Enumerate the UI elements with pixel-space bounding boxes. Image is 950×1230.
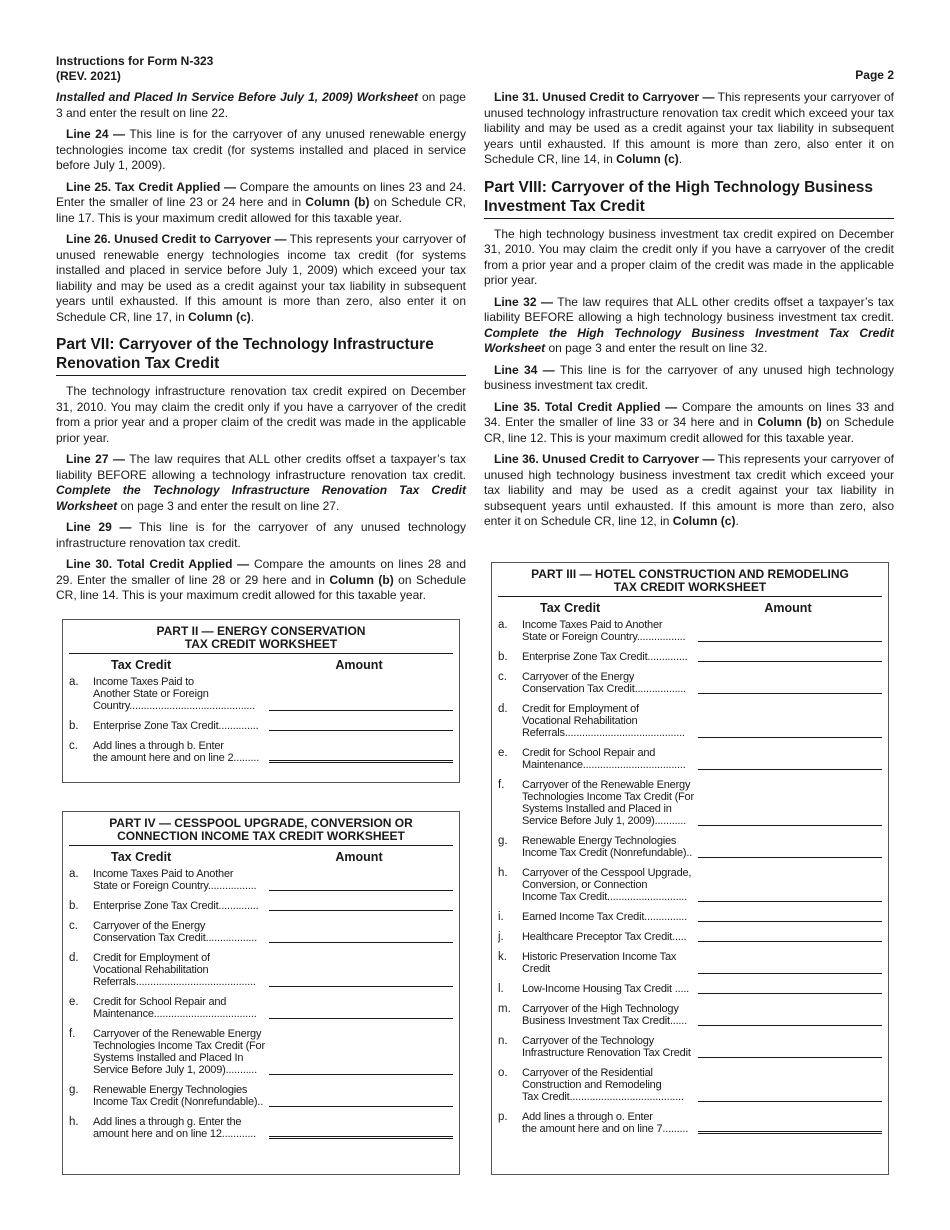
total-amount-field[interactable]	[698, 1121, 882, 1134]
row-description	[522, 1003, 694, 1027]
row-description-line: Conversion, or Connection	[522, 879, 648, 891]
column-header-tax-credit: Tax Credit	[111, 658, 172, 672]
row-description-line: Enterprise Zone Tax Credit..............	[93, 720, 259, 732]
row-description-line: the amount here and on line 7.........	[522, 1123, 689, 1135]
worksheet-title-line: TAX CREDIT WORKSHEET	[184, 637, 338, 651]
row-description	[93, 676, 265, 712]
row-letter: a.	[69, 676, 79, 688]
worksheet-row	[498, 779, 882, 827]
row-description-line: Carryover of the Technology	[522, 1035, 654, 1047]
row-description-line: Construction and Remodeling	[522, 1079, 662, 1091]
worksheet-column-headers	[498, 597, 882, 619]
row-description	[522, 1035, 694, 1059]
row-letter: l.	[498, 983, 504, 995]
paragraph-line-27: Line 27 — The law requires that ALL other credits offset a taxpayer’s tax liability BEFORE allowing a technology infrastructure renovation tax credit. Complete the Technology Infrastructure Renovation Tax Credit Worksheet on page 3 and enter the result on line 27.	[56, 452, 466, 513]
worksheet-row	[69, 740, 453, 764]
worksheet-row	[498, 931, 882, 943]
paragraph-line-30: Line 30. Total Credit Applied — Compare the amounts on lines 28 and 29. Enter the smaller of line 28 or 29 here and in Column (b) on Schedule CR, line 14. This is your maximum credit allowed for this taxable year.	[56, 557, 467, 602]
row-description-line: Carryover of the Renewable Energy	[93, 1028, 262, 1040]
row-description-line: the amount here and on line 2.........	[93, 752, 260, 764]
row-description	[522, 1111, 694, 1135]
amount-field[interactable]	[698, 847, 882, 858]
amount-field[interactable]	[698, 631, 882, 642]
row-description-line: Carryover of the Energy	[522, 671, 635, 683]
row-description	[522, 779, 694, 827]
row-description	[522, 911, 694, 923]
row-letter: p.	[498, 1111, 508, 1123]
row-description-line: Historic Preservation Income Tax Credit	[522, 951, 677, 975]
row-description-line: Tax Credit........................................	[522, 1091, 684, 1103]
row-description-line: amount here and on line 12............	[93, 1128, 257, 1140]
heading-part-8: Part VIII: Carryover of the High Technology Business Investment Tax Credit	[484, 178, 894, 219]
row-description-line: Income Taxes Paid to	[93, 676, 194, 688]
worksheet-row	[498, 1067, 882, 1103]
row-description	[522, 619, 694, 643]
row-description	[93, 1116, 265, 1140]
row-letter: f.	[498, 779, 505, 791]
worksheet-row	[69, 1028, 453, 1076]
row-description	[93, 1028, 265, 1076]
row-letter: o.	[498, 1067, 508, 1079]
column-header-amount: Amount	[764, 601, 812, 615]
row-letter: j.	[498, 931, 504, 943]
page-number: Page 2	[855, 68, 894, 82]
row-description-line: Income Taxes Paid to Another	[93, 868, 234, 880]
paragraph-line-29: Line 29 — This line is for the carryover of any unused technology infrastructure renovation tax credit.	[56, 520, 466, 550]
row-letter: g.	[69, 1084, 79, 1096]
row-letter: i.	[498, 911, 504, 923]
paragraph-line-34: Line 34 — This line is for the carryover of any unused high technology business investment tax credit.	[484, 362, 895, 392]
amount-field[interactable]	[269, 700, 453, 711]
form-header	[56, 54, 213, 84]
row-letter: b.	[69, 900, 79, 912]
row-description-line: Carryover of the High Technology	[522, 1003, 679, 1015]
total-amount-field[interactable]	[269, 1126, 453, 1139]
worksheet-row	[498, 911, 882, 923]
row-description-line: Conservation Tax Credit..................	[522, 683, 686, 695]
row-description	[522, 931, 694, 943]
worksheet-row	[69, 952, 453, 988]
row-description-line: Income Taxes Paid to Another	[522, 619, 663, 631]
worksheet-body	[498, 596, 882, 1135]
row-letter: b.	[498, 651, 508, 663]
amount-field[interactable]	[269, 1008, 453, 1019]
worksheet-row	[69, 1084, 453, 1108]
worksheet-title-line: PART II — ENERGY CONSERVATION	[156, 624, 366, 638]
column-header-tax-credit: Tax Credit	[540, 601, 601, 615]
row-description	[522, 1067, 694, 1103]
worksheet-row	[69, 996, 453, 1020]
right-column	[484, 90, 894, 536]
amount-field[interactable]	[698, 931, 882, 942]
row-description-line: Country............................................	[93, 700, 255, 712]
paragraph-line-24: Line 24 — This line is for the carryover of any unused renewable energy technologies income tax credit (for systems installed and placed in service before July 1, 2009).	[56, 127, 466, 172]
row-description-line: Carryover of the Residential	[522, 1067, 653, 1079]
worksheet-row	[498, 747, 882, 771]
row-description-line: Infrastructure Renovation Tax Credit	[522, 1047, 691, 1059]
amount-field[interactable]	[698, 815, 882, 826]
row-letter: b.	[69, 720, 79, 732]
amount-field[interactable]	[698, 1047, 882, 1058]
row-description-line: Carryover of the Energy	[93, 920, 206, 932]
row-description-line: Renewable Energy Technologies	[93, 1084, 248, 1096]
amount-field[interactable]	[269, 976, 453, 987]
row-description	[93, 1084, 265, 1108]
amount-field[interactable]	[698, 1091, 882, 1102]
amount-field[interactable]	[269, 932, 453, 943]
row-letter: m.	[498, 1003, 511, 1015]
row-description	[522, 835, 694, 859]
row-description-line: Another State or Foreign	[93, 688, 209, 700]
worksheet-title	[63, 620, 459, 651]
heading-part-7: Part VII: Carryover of the Technology Infrastructure Renovation Tax Credit	[56, 335, 466, 376]
left-column	[56, 90, 466, 610]
amount-field[interactable]	[698, 963, 882, 974]
amount-field[interactable]	[269, 880, 453, 891]
worksheet-row	[498, 671, 882, 695]
worksheet-row	[69, 720, 453, 732]
worksheet-title-line: PART IV — CESSPOOL UPGRADE, CONVERSION OR	[109, 816, 413, 830]
row-description-line: Healthcare Preceptor Tax Credit.....	[522, 931, 687, 943]
worksheet-row	[498, 619, 882, 643]
row-letter: c.	[498, 671, 507, 683]
worksheet-row	[69, 900, 453, 912]
amount-field[interactable]	[698, 651, 882, 662]
worksheet-row	[69, 920, 453, 944]
paragraph-part-8-intro: The high technology business investment tax credit expired on December 31, 2010. You may claim the credit only if you have a carryover of the credit from a prior year and a proper claim of the credit was made in the applicable prior year.	[484, 226, 894, 287]
row-letter: h.	[69, 1116, 79, 1128]
row-description	[522, 983, 694, 995]
worksheet-body	[69, 845, 453, 1140]
row-description-line: Add lines a through b. Enter	[93, 740, 224, 752]
row-description-line: Credit for Employment of	[93, 952, 210, 964]
amount-field[interactable]	[269, 720, 453, 731]
row-description-line: Carryover of the Cesspool Upgrade,	[522, 867, 692, 879]
worksheet-part-2	[62, 619, 460, 783]
row-description-line: Business Investment Tax Credit......	[522, 1015, 688, 1027]
worksheet-title	[63, 812, 459, 843]
worksheet-title-line: CONNECTION INCOME TAX CREDIT WORKSHEET	[117, 829, 405, 843]
worksheet-row	[498, 983, 882, 995]
worksheet-row	[498, 1003, 882, 1027]
row-letter: c.	[69, 740, 78, 752]
row-letter: a.	[69, 868, 79, 880]
form-revision: (REV. 2021)	[56, 69, 121, 83]
row-description-line: Vocational Rehabilitation	[522, 715, 638, 727]
paragraph-line-35: Line 35. Total Credit Applied — Compare the amounts on lines 33 and 34. Enter the smaller of line 33 or 34 here and in Column (b) on Schedule CR, line 12. This is your maximum credit allowed for this taxable year.	[484, 399, 895, 445]
worksheet-row	[69, 676, 453, 712]
row-description	[522, 651, 694, 663]
row-description-line: Maintenance....................................	[93, 1008, 257, 1020]
column-header-amount: Amount	[335, 850, 383, 864]
row-description-line: Income Tax Credit (Nonrefundable)..	[93, 1096, 264, 1108]
amount-field[interactable]	[269, 900, 453, 911]
row-description-line: Systems Installed and Placed In	[93, 1052, 244, 1064]
worksheet-title-line: PART III — HOTEL CONSTRUCTION AND REMODELING	[531, 567, 849, 581]
row-description	[93, 920, 265, 944]
amount-field[interactable]	[698, 911, 882, 922]
row-description-line: Referrals..........................................	[93, 976, 256, 988]
worksheet-body	[69, 653, 453, 764]
row-description	[93, 740, 265, 764]
worksheet-row	[498, 703, 882, 739]
amount-field[interactable]	[698, 983, 882, 994]
row-description-line: Enterprise Zone Tax Credit..............	[93, 900, 259, 912]
worksheet-title-line: TAX CREDIT WORKSHEET	[613, 580, 767, 594]
column-header-tax-credit: Tax Credit	[111, 850, 172, 864]
row-letter: g.	[498, 835, 508, 847]
row-description-line: Income Tax Credit (Nonrefundable)..	[522, 847, 693, 859]
row-description	[522, 867, 694, 903]
paragraph-line-32: Line 32 — The law requires that ALL other credits offset a taxpayer’s tax liability BEFORE allowing a high technology business investment tax credit. Complete the High Technology Business Investment Tax Credit Worksheet on page 3 and enter the result on line 32.	[484, 294, 894, 355]
row-letter: a.	[498, 619, 508, 631]
row-description	[93, 720, 265, 732]
paragraph-continued: Installed and Placed In Service Before July 1, 2009) Worksheet on page 3 and enter the result on line 22.	[56, 90, 466, 120]
paragraph-line-36: Line 36. Unused Credit to Carryover — This represents your carryover of unused high technology business investment tax credit which exceed your tax liability and may be used as a credit against your tax liability in subsequent years until exhausted. If this amount is more than zero, also enter it on Schedule CR, line 12, in Column (c).	[484, 452, 894, 528]
amount-field[interactable]	[698, 683, 882, 694]
row-description-line: Credit for School Repair and	[522, 747, 656, 759]
worksheet-row	[498, 867, 882, 903]
row-description	[93, 996, 265, 1020]
row-description	[522, 951, 694, 975]
row-letter: e.	[69, 996, 79, 1008]
row-description-line: Technologies Income Tax Credit (For	[522, 791, 694, 803]
row-letter: f.	[69, 1028, 76, 1040]
row-description	[93, 900, 265, 912]
paragraph-line-26: Line 26. Unused Credit to Carryover — This represents your carryover of unused renewable energy technologies income tax credit (for systems installed and placed in service before July 1, 2009) which exceed your tax liability and may be used as a credit against your tax liability in subsequent years until exhausted. If this amount is more than zero, also enter it on Schedule CR, line 17, in Column (c).	[56, 232, 466, 324]
row-letter: h.	[498, 867, 508, 879]
worksheet-title	[492, 563, 888, 594]
worksheet-column-headers	[69, 654, 453, 676]
row-description-line: Vocational Rehabilitation	[93, 964, 209, 976]
row-description-line: State or Foreign Country.................	[93, 880, 257, 892]
amount-field[interactable]	[698, 727, 882, 738]
form-title: Instructions for Form N-323	[56, 54, 214, 68]
amount-field[interactable]	[269, 1064, 453, 1075]
worksheet-part-4	[62, 811, 460, 1175]
worksheet-row	[498, 1035, 882, 1059]
row-description-line: Earned Income Tax Credit...............	[522, 911, 688, 923]
row-description-line: Systems Installed and Placed in	[522, 803, 672, 815]
row-letter: d.	[69, 952, 79, 964]
row-description	[93, 952, 265, 988]
row-description-line: Service Before July 1, 2009)...........	[522, 815, 686, 827]
paragraph-line-31: Line 31. Unused Credit to Carryover — This represents your carryover of unused technology infrastructure renovation tax credit which exceed your tax liability and may be used as a credit against your tax liability in subsequent years until exhausted. If this amount is more than zero, also enter it on Schedule CR, line 14, in Column (c).	[484, 90, 894, 166]
row-description-line: Carryover of the Renewable Energy	[522, 779, 691, 791]
total-amount-field[interactable]	[269, 750, 453, 763]
column-header-amount: Amount	[335, 658, 383, 672]
worksheet-part-3	[491, 562, 889, 1175]
row-description-line: Referrals..........................................	[522, 727, 685, 739]
row-letter: d.	[498, 703, 508, 715]
row-description-line: Conservation Tax Credit..................	[93, 932, 257, 944]
row-description-line: Income Tax Credit............................	[522, 891, 688, 903]
row-description	[93, 868, 265, 892]
row-letter: c.	[69, 920, 78, 932]
paragraph-line-25: Line 25. Tax Credit Applied — Compare the amounts on lines 23 and 24. Enter the smaller of line 23 or 24 here and in Column (b) on Schedule CR, line 17. This is your maximum credit allowed for this taxable year.	[56, 179, 467, 225]
worksheet-row	[498, 651, 882, 663]
row-description-line: Technologies Income Tax Credit (For	[93, 1040, 265, 1052]
amount-field[interactable]	[698, 1015, 882, 1026]
row-description	[522, 671, 694, 695]
row-letter: n.	[498, 1035, 508, 1047]
worksheet-row	[498, 1111, 882, 1135]
row-description-line: Credit for School Repair and	[93, 996, 227, 1008]
worksheet-row	[69, 1116, 453, 1140]
worksheet-row	[498, 835, 882, 859]
row-description-line: Low-Income Housing Tax Credit .....	[522, 983, 690, 995]
row-description-line: Enterprise Zone Tax Credit..............	[522, 651, 688, 663]
row-description-line: Renewable Energy Technologies	[522, 835, 677, 847]
row-description-line: Service Before July 1, 2009)...........	[93, 1064, 257, 1076]
row-letter: k.	[498, 951, 507, 963]
row-description-line: Credit for Employment of	[522, 703, 639, 715]
amount-field[interactable]	[269, 1096, 453, 1107]
worksheet-row	[69, 868, 453, 892]
worksheet-row	[498, 951, 882, 975]
row-letter: e.	[498, 747, 508, 759]
paragraph-part-7-intro: The technology infrastructure renovation tax credit expired on December 31, 2010. You may claim the credit only if you have a carryover of the credit from a prior year and a proper claim of the credit was made in the applicable prior year.	[56, 384, 466, 445]
row-description-line: Add lines a through g. Enter the	[93, 1116, 242, 1128]
amount-field[interactable]	[698, 759, 882, 770]
row-description	[522, 747, 694, 771]
row-description	[522, 703, 694, 739]
row-description-line: Maintenance....................................	[522, 759, 686, 771]
row-description-line: Add lines a through o. Enter	[522, 1111, 653, 1123]
amount-field[interactable]	[698, 891, 882, 902]
worksheet-column-headers	[69, 846, 453, 868]
row-description-line: State or Foreign Country.................	[522, 631, 686, 643]
